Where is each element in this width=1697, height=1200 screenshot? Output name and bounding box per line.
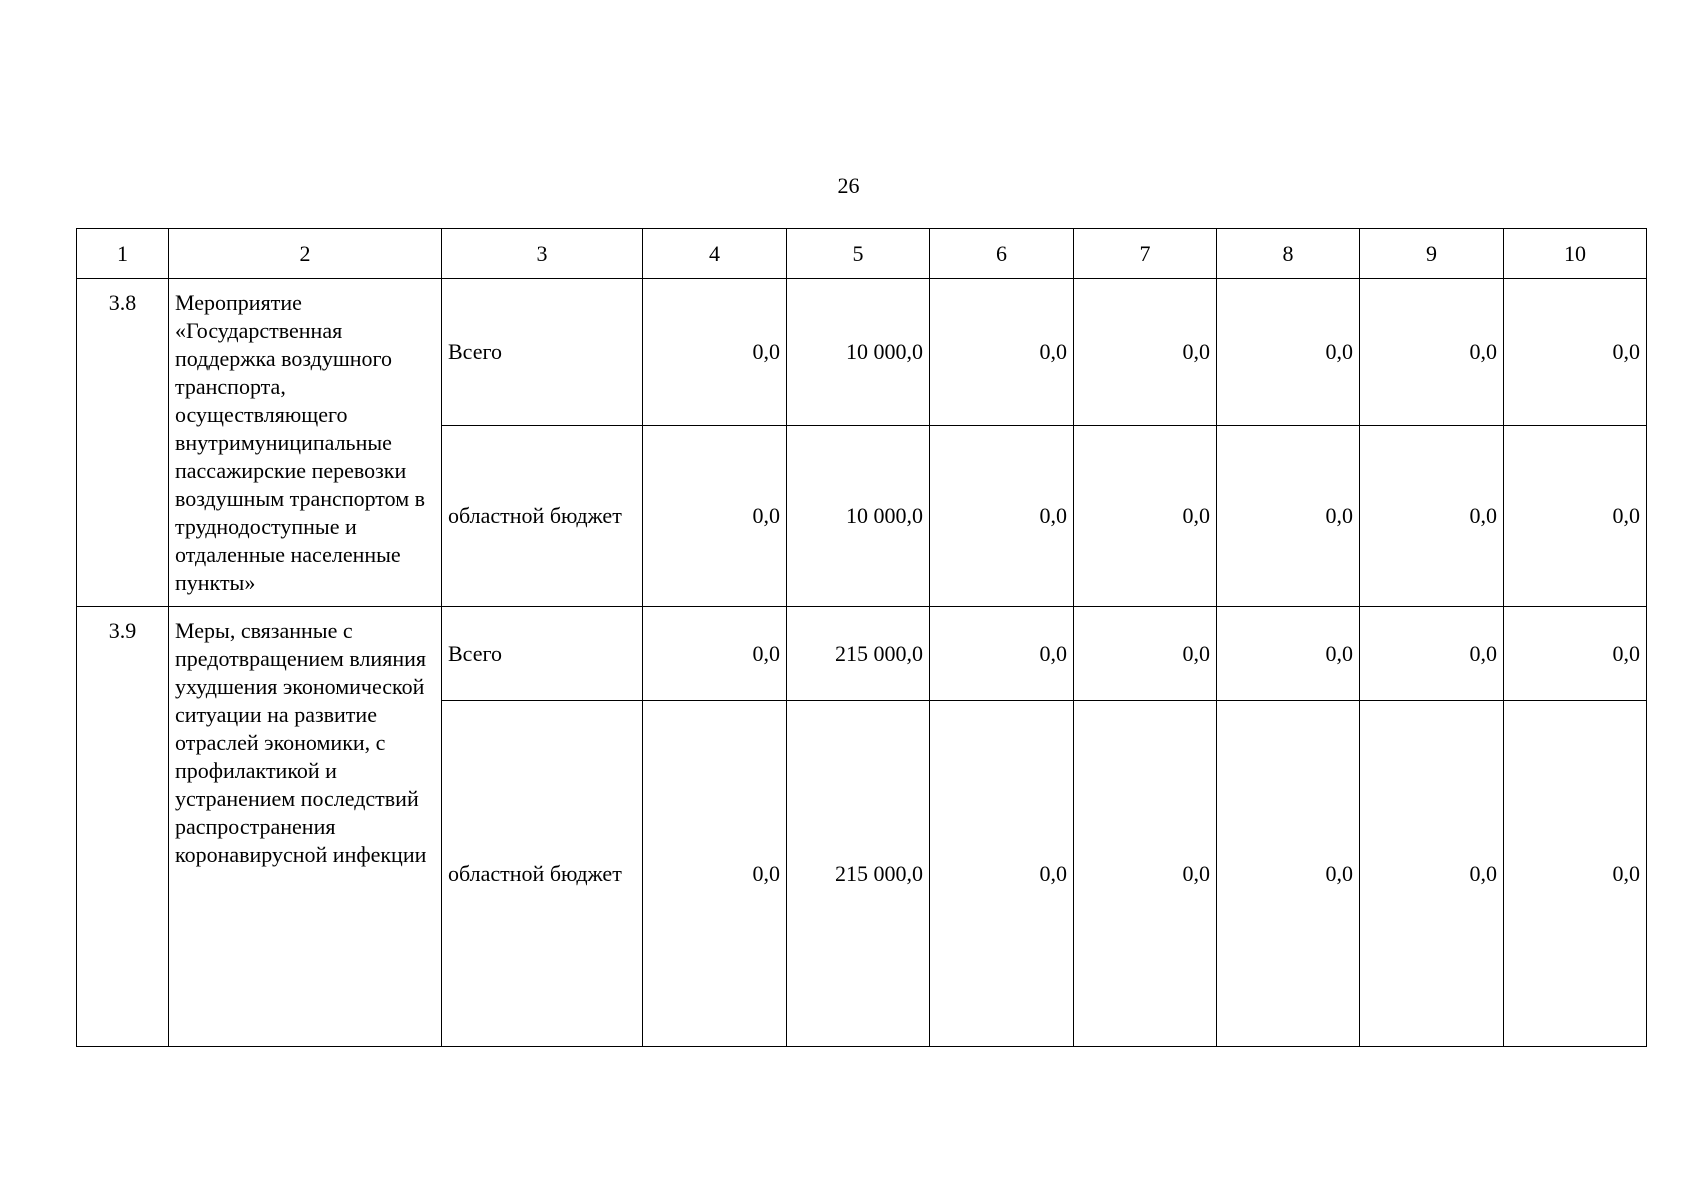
funding-source: областной бюджет	[442, 426, 643, 607]
value-cell: 0,0	[1217, 607, 1360, 701]
value-cell: 0,0	[1360, 426, 1504, 607]
value-cell: 0,0	[643, 701, 787, 1047]
value-cell: 10 000,0	[787, 426, 930, 607]
value-cell: 0,0	[1360, 701, 1504, 1047]
page-number: 26	[837, 173, 860, 198]
row-index: 3.9	[77, 607, 169, 1047]
column-header: 6	[930, 229, 1074, 279]
value-cell: 215 000,0	[787, 607, 930, 701]
column-header: 5	[787, 229, 930, 279]
value-cell: 0,0	[1074, 279, 1217, 426]
value-cell: 0,0	[1360, 607, 1504, 701]
funding-source: Всего	[442, 279, 643, 426]
value-cell: 0,0	[1360, 279, 1504, 426]
funding-source: областной бюджет	[442, 701, 643, 1047]
row-index: 3.8	[77, 279, 169, 607]
column-header: 1	[77, 229, 169, 279]
funding-source: Всего	[442, 607, 643, 701]
value-cell: 0,0	[1217, 426, 1360, 607]
table-row	[77, 279, 1647, 426]
value-cell: 0,0	[643, 279, 787, 426]
value-cell: 0,0	[1504, 426, 1647, 607]
value-cell: 0,0	[643, 426, 787, 607]
row-name: Мероприятие «Государственная поддержка воздушного транспорта, осуществляющего внутримуниципальные пассажирские перевозки воздушным транспортом в труднодоступные и отдаленные населенные пункты»	[169, 279, 442, 607]
value-cell: 0,0	[1217, 701, 1360, 1047]
column-header: 7	[1074, 229, 1217, 279]
value-cell: 0,0	[930, 607, 1074, 701]
row-name: Меры, связанные с предотвращением влияния ухудшения экономической ситуации на развитие отраслей экономики, с профилактикой и устранением последствий распространения коронавирусной инфекции	[169, 607, 442, 1047]
column-header: 10	[1504, 229, 1647, 279]
table-header-row	[77, 229, 1647, 279]
value-cell: 0,0	[1504, 607, 1647, 701]
value-cell: 215 000,0	[787, 701, 930, 1047]
value-cell: 0,0	[1074, 426, 1217, 607]
value-cell: 0,0	[1074, 701, 1217, 1047]
value-cell: 0,0	[643, 607, 787, 701]
value-cell: 10 000,0	[787, 279, 930, 426]
value-cell: 0,0	[930, 426, 1074, 607]
value-cell: 0,0	[930, 701, 1074, 1047]
table-row	[77, 607, 1647, 701]
column-header: 4	[643, 229, 787, 279]
value-cell: 0,0	[1504, 701, 1647, 1047]
value-cell: 0,0	[1217, 279, 1360, 426]
column-header: 9	[1360, 229, 1504, 279]
value-cell: 0,0	[1504, 279, 1647, 426]
budget-table	[76, 228, 1647, 1047]
value-cell: 0,0	[930, 279, 1074, 426]
value-cell: 0,0	[1074, 607, 1217, 701]
column-header: 3	[442, 229, 643, 279]
column-header: 2	[169, 229, 442, 279]
column-header: 8	[1217, 229, 1360, 279]
